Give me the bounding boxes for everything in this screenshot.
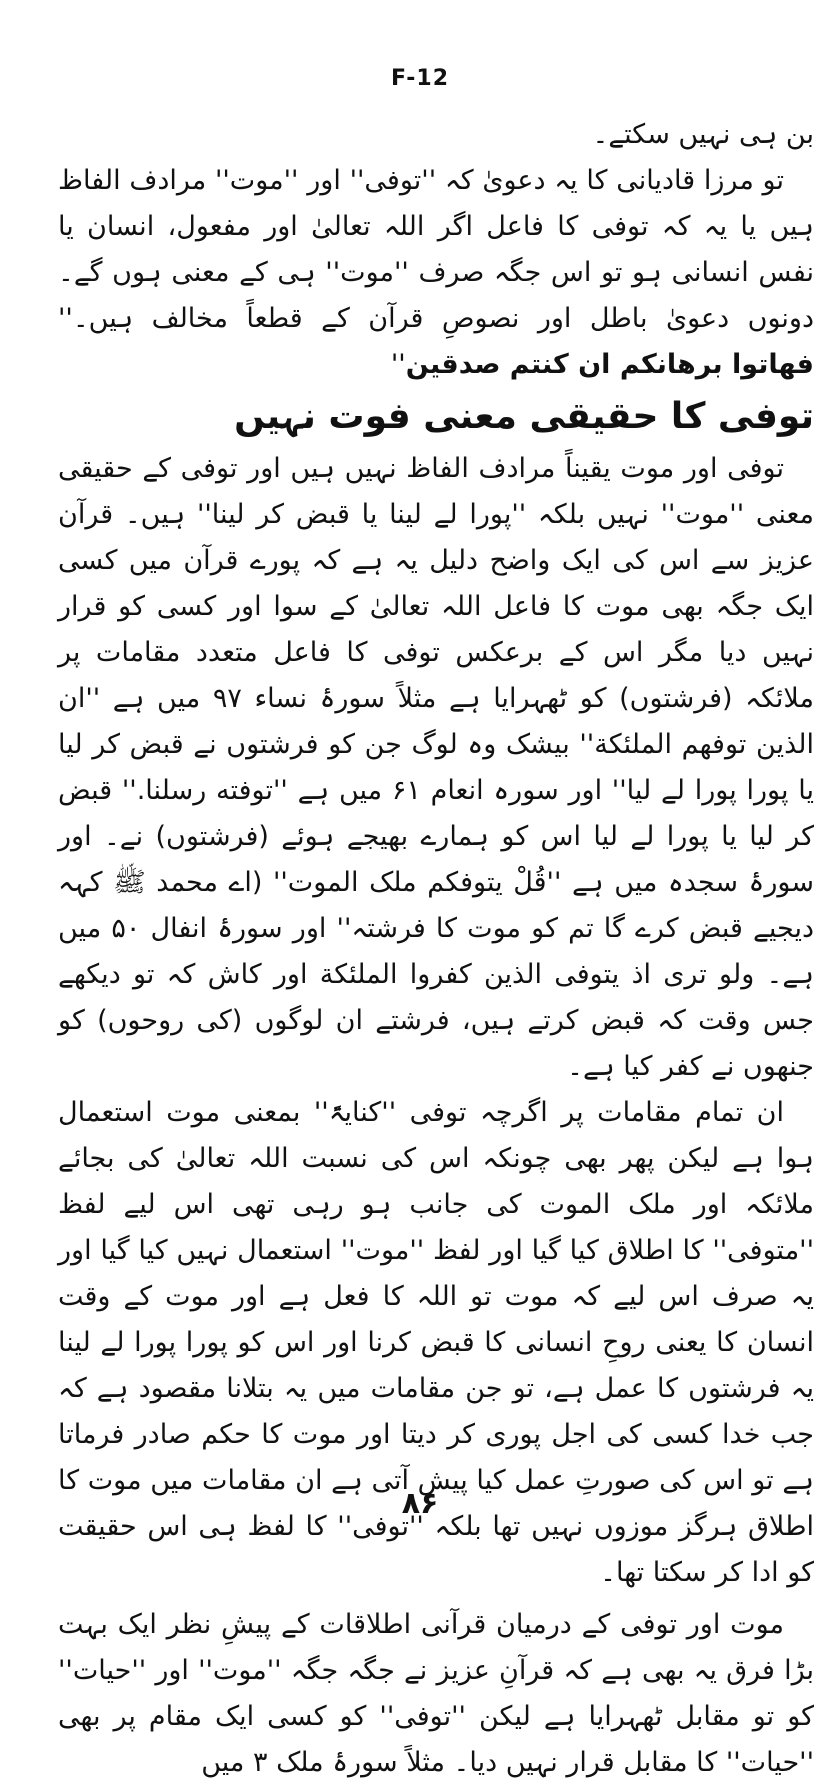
paragraph-2-arabic-quote: فهاتوا برهانکم ان کنتم صدقین <box>405 349 814 380</box>
section-heading: توفی کا حقیقی معنی فوت نہیں <box>234 396 814 437</box>
paragraph-3: توفی اور موت یقیناً مرادف الفاظ نہیں ہیں اور توفی کے حقیقی معنی ''موت'' نہیں بلکہ ''پورا لے لینا یا قبض کر لینا'' ہیں۔ قرآن عزیز سے اس کی ایک واضح دلیل یہ ہے کہ پورے قرآن میں کسی ایک جگہ بھی موت کا فاعل اللہ تعالیٰ کے سوا اور کسی کو قرار نہیں دیا مگر اس کے برعکس توفی کا فاعل متعدد مقامات پر ملائکہ (فرشتوں) کو ٹھہرایا ہے مثلاً سورۂ نساء ۹۷ میں ہے ''ان الذین توفهم الملئکة'' بیشک وہ لوگ جن کو فرشتوں نے قبض کر لیا یا پورا پورا لے لیا'' اور سورہ انعام ۶۱ میں ہے ''توفته رسلنا.'' قبض کر لیا یا پورا لے لیا اس کو ہمارے بھیجے ہوئے (فرشتوں) نے۔ اور سورۂ سجدہ میں ہے ''قُلْ یتوفکم ملک الموت'' (اے محمد ﷺ کہہ دیجیے قبض کرے گا تم کو موت کا فرشتہ'' اور سورۂ انفال ۵۰ میں ہے۔ ولو تری اذ یتوفی الذین کفروا الملئکة اور کاش کہ تو دیکھے جس وقت کہ قبض کرتے ہیں، فرشتے ان لوگوں (کی روحوں) کو جنھوں نے کفر کیا ہے۔ <box>58 453 814 1082</box>
paragraph-5: موت اور توفی کے درمیان قرآنی اطلاقات کے پیشِ نظر ایک بہت بڑا فرق یہ بھی ہے کہ قرآنِ عزیز نے جگہ جگہ ''موت'' اور ''حیات'' کو تو مقابل ٹھہرایا ہے لیکن ''توفی'' کو کسی ایک مقام پر بھی ''حیات'' کا مقابل قرار نہیں دیا۔ مثلاً سورۂ ملک ۳ میں <box>58 1609 814 1778</box>
page-header-label: F-12 <box>390 66 450 91</box>
page-body <box>58 112 814 1786</box>
paragraph-2: تو مرزا قادیانی کا یہ دعویٰ کہ ''توفی'' اور ''موت'' مرادف الفاظ ہیں یا یہ کہ توفی کا فاعل اگر اللہ تعالیٰ اور مفعول، انسان یا نفس انسانی ہو تو اس جگہ صرف ''موت'' ہی کے معنی ہوں گے۔ دونوں دعویٰ باطل اور نصوصِ قرآن کے قطعاً مخالف ہیں۔'' فهاتوا برهانکم ان کنتم صدقین'' <box>58 165 814 380</box>
page-number: ۸۶ <box>401 1486 439 1521</box>
paragraph-1: بن ہی نہیں سکتے۔ <box>592 119 814 150</box>
paragraph-4: ان تمام مقامات پر اگرچہ توفی ''کنایۃً'' بمعنی موت استعمال ہوا ہے لیکن پھر بھی چونکہ اس کی نسبت اللہ تعالیٰ کی بجائے ملائکہ اور ملک الموت کی جانب ہو رہی تھی اس لیے لفظ ''متوفی'' کا اطلاق کیا گیا اور لفظ ''موت'' استعمال نہیں کیا گیا اور یہ صرف اس لیے کہ موت تو اللہ کا فعل ہے اور موت کے وقت انسان کا یعنی روحِ انسانی کا قبض کرنا اور اس کو پورا پورا لے لینا یہ فرشتوں کا عمل ہے، تو جن مقامات میں یہ بتلانا مقصود ہے کہ جب خدا کسی کی اجل پوری کر دیتا اور موت کا حکم صادر فرماتا ہے تو اس کی صورتِ عمل کیا پیش آتی ہے ان مقامات میں موت کا اطلاق ہرگز موزوں نہیں تھا بلکہ ''توفی'' کا لفظ ہی اس حقیقت کو ادا کر سکتا تھا۔ <box>58 1097 814 1588</box>
paragraph-2-text: تو مرزا قادیانی کا یہ دعویٰ کہ ''توفی'' اور ''موت'' مرادف الفاظ ہیں یا یہ کہ توفی کا فاعل اگر اللہ تعالیٰ اور مفعول، انسان یا نفس انسانی ہو تو اس جگہ صرف ''موت'' ہی کے معنی ہوں گے۔ دونوں دعویٰ باطل اور نصوصِ قرآن کے قطعاً مخالف ہیں۔'' <box>58 165 814 334</box>
